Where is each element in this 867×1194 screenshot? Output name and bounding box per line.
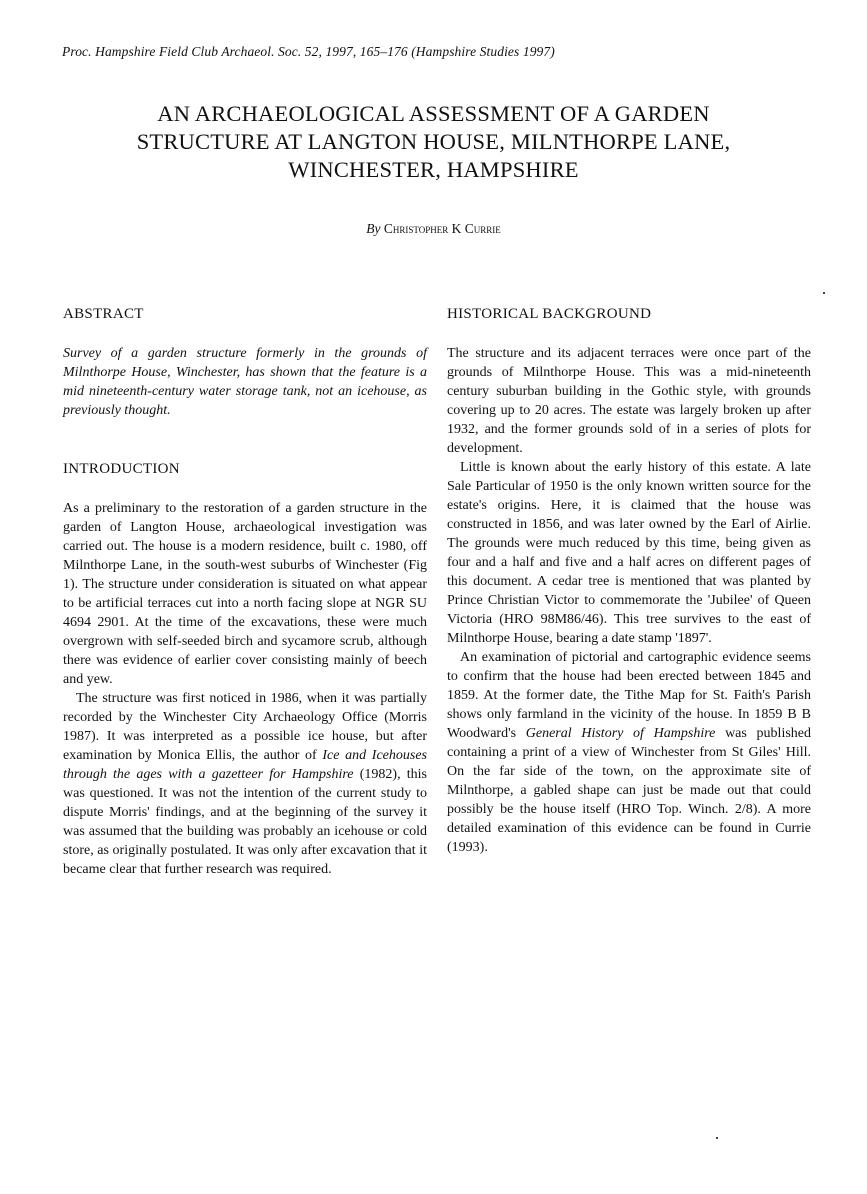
historical-paragraph-1: The structure and its adjacent terraces were once part of the grounds of Milnthorpe House. This was a mid-nineteenth century suburban building in the Gothic style, with grounds covering up to 20 acres. The estate was largely broken up after 1932, and the former grounds sold of in a series of plots for development. bbox=[447, 346, 811, 456]
introduction-paragraph-2-part-a: The structure was first noticed in 1986, when it was partially recorded by the Winchester City Archaeology Office (Morris 1987). It was interpreted as a possible ice house, but after examination by Monica Ellis, the author of bbox=[63, 691, 427, 763]
byline-by: By bbox=[366, 221, 381, 236]
book-title-general-history: General History of Hampshire bbox=[525, 726, 716, 741]
title-line-1: AN ARCHAEOLOGICAL ASSESSMENT OF A GARDEN bbox=[157, 101, 710, 126]
abstract-text: Survey of a garden structure formerly in the grounds of Milnthorpe House, Winchester, has shown that the feature is a mid nineteenth-century water storage tank, not an icehouse, as previously thought. bbox=[63, 346, 427, 418]
article-title bbox=[40, 100, 827, 184]
scan-speck-1 bbox=[823, 292, 825, 294]
scan-speck-2 bbox=[716, 1137, 718, 1139]
historical-paragraph-3-part-a: An examination of pictorial and cartographic evidence seems to confirm that the house had been erected between 1845 and 1859. At the former date, the Tithe Map for St. Faith's Parish shows only farmland in the vicinity of the house. In 1859 B B Woodward's bbox=[447, 650, 811, 741]
introduction-paragraph-2 bbox=[63, 689, 427, 879]
running-head: Proc. Hampshire Field Club Archaeol. Soc. 52, 1997, 165–176 (Hampshire Studies 1997) bbox=[62, 44, 555, 59]
historical-background-heading: HISTORICAL BACKGROUND bbox=[447, 306, 652, 322]
byline-author: Christopher K Currie bbox=[383, 221, 501, 236]
introduction-paragraph-2-part-b: (1982), this was questioned. It was not the intention of the current study to dispute Morris' findings, and at the beginning of the survey it was assumed that the building was probably an icehouse or cold store, as originally postulated. It was only after excavation that it became clear that further research was required. bbox=[63, 767, 427, 877]
byline bbox=[0, 221, 867, 237]
title-line-2: STRUCTURE AT LANGTON HOUSE, MILNTHORPE LANE, bbox=[136, 129, 731, 154]
abstract-heading: ABSTRACT bbox=[63, 306, 144, 322]
historical-paragraph-2: Little is known about the early history of this estate. A late Sale Particular of 1950 is the only known written source for the estate's origins. Here, it is claimed that the house was constructed in 1856, and was later owned by the Earl of Airlie. The grounds were much reduced by this time, being given as four and a half and five and a half acres on different pages of this document. A cedar tree is mentioned that was planted by Prince Christian Victor to commemorate the 'Jubilee' of Queen Victoria (HRO 98M86/46). This tree survives to the east of Milnthorpe House, bearing a date stamp '1897'. bbox=[447, 460, 811, 646]
introduction-paragraph-1: As a preliminary to the restoration of a garden structure in the garden of Langton House, archaeological investigation was carried out. The house is a modern residence, built c. 1980, off Milnthorpe Lane, in the south-west suburbs of Winchester (Fig 1). The structure under consideration is situated on what appear to be artificial terraces cut into a north facing slope at NGR SU 4694 2901. At the time of the excavations, these were much overgrown with self-seeded birch and sycamore scrub, although there was evidence of earlier cover consisting mainly of beech and yew. bbox=[63, 501, 427, 687]
historical-paragraph-3 bbox=[447, 648, 811, 857]
title-line-3: WINCHESTER, HAMPSHIRE bbox=[288, 157, 579, 182]
left-column bbox=[63, 305, 427, 879]
book-title-ice-and-icehouses: Ice and Icehouses through the ages with a gazetteer for Hampshire bbox=[63, 748, 427, 782]
introduction-heading: INTRODUCTION bbox=[63, 461, 180, 477]
historical-paragraph-3-part-b: was published containing a print of a view of Winchester from St Giles' Hill. On the far side of the town, on the approximate site of Milnthorpe, a gabled shape can just be made out that could possibly be the house itself (HRO Top. Winch. 2/8). A more detailed examination of this evidence can be found in Currie (1993). bbox=[447, 726, 811, 855]
right-column bbox=[447, 305, 811, 857]
